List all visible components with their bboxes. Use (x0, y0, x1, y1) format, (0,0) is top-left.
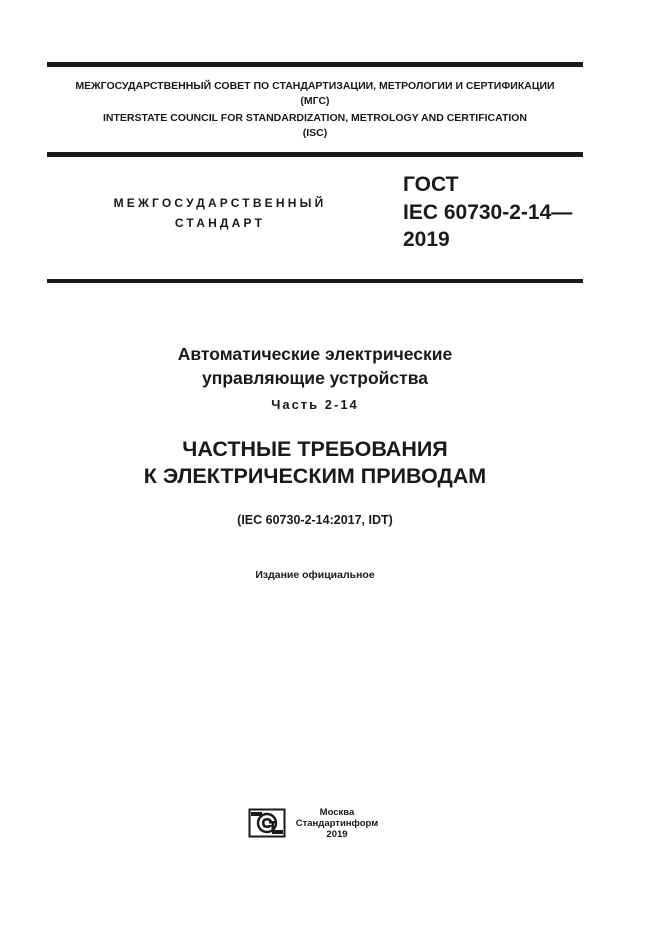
top-rule (47, 62, 583, 67)
council-ru (47, 79, 583, 109)
standard-kind-line2: СТАНДАРТ (174, 216, 266, 230)
publisher (292, 807, 382, 840)
general-title (60, 342, 570, 390)
iec-reference: (IEC 60730-2-14:2017, IDT) (237, 513, 393, 527)
general-title-line2: управляющие устройства (202, 368, 428, 388)
part-number: Часть 2-14 (271, 397, 359, 412)
council-en-abbr: (ISC) (302, 127, 328, 139)
standard-kind (90, 193, 350, 233)
middle-rule (47, 152, 583, 157)
gost-year: 2019 (403, 228, 450, 251)
council-en-name: INTERSTATE COUNCIL FOR STANDARDIZATION, METROLOGY AND CERTIFICATION (102, 112, 528, 124)
standard-kind-line1: МЕЖГОСУДАРСТВЕННЫЙ (113, 196, 327, 210)
main-title-line2: К ЭЛЕКТРИЧЕСКИМ ПРИВОДАМ (143, 464, 487, 488)
council-en (47, 111, 583, 141)
gost-designation (403, 171, 572, 254)
publisher-name: Стандартинформ (295, 818, 379, 829)
general-title-line1: Автоматические электрические (177, 344, 453, 364)
publisher-city: Москва (319, 807, 355, 818)
edition-note: Издание официальное (255, 569, 375, 581)
publisher-year: 2019 (326, 829, 348, 840)
council-ru-abbr: (МГС) (300, 95, 330, 107)
gost-label: ГОСТ (403, 173, 459, 196)
main-title (40, 436, 590, 490)
gost-number: IEC 60730-2-14— (403, 200, 573, 224)
council-ru-name: МЕЖГОСУДАРСТВЕННЫЙ СОВЕТ ПО СТАНДАРТИЗАЦИИ, МЕТРОЛОГИИ И СЕРТИФИКАЦИИ (75, 80, 555, 92)
standartinform-logo-icon (248, 808, 286, 838)
main-title-line1: ЧАСТНЫЕ ТРЕБОВАНИЯ (182, 437, 448, 461)
bottom-rule (47, 279, 583, 283)
